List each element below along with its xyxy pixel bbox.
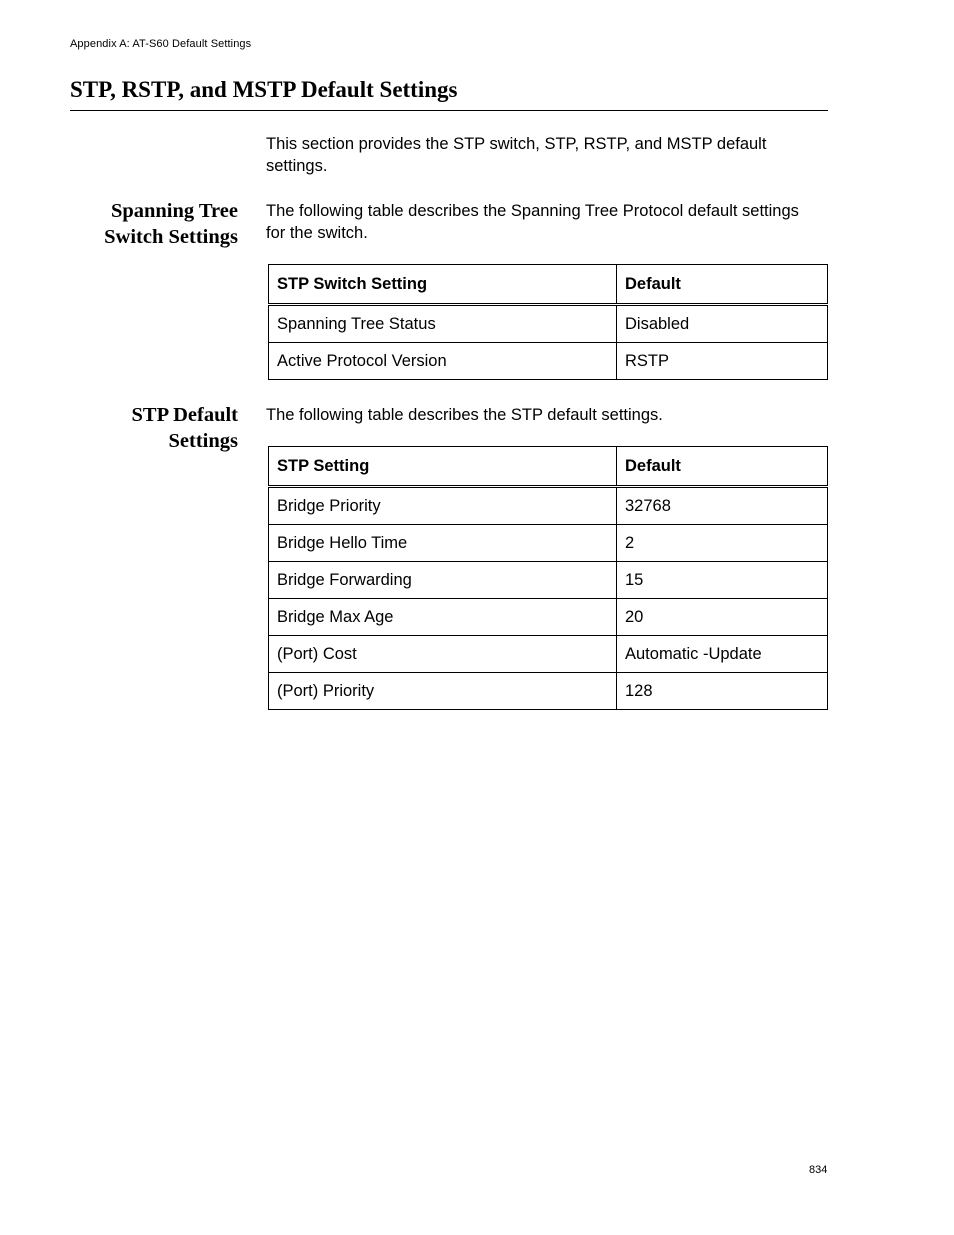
setting-name-cell: (Port) Cost	[269, 636, 617, 673]
setting-name-cell: Bridge Hello Time	[269, 525, 617, 562]
stp-settings-heading-line2: Settings	[168, 430, 238, 452]
table-row	[269, 562, 828, 599]
setting-default-cell: 15	[617, 562, 828, 599]
switch-settings-heading	[104, 198, 238, 250]
table-row	[269, 525, 828, 562]
table-row	[269, 673, 828, 710]
table-row	[269, 305, 828, 343]
stp-settings-heading-line1: STP Default	[131, 404, 238, 426]
column-header: Default	[617, 265, 828, 305]
setting-default-cell: RSTP	[617, 343, 828, 380]
section-intro: This section provides the STP switch, STP, RSTP, and MSTP default settings.	[266, 135, 767, 175]
setting-default-cell: 20	[617, 599, 828, 636]
switch-settings-heading-line2: Switch Settings	[104, 226, 238, 248]
setting-name-cell: Spanning Tree Status	[269, 305, 617, 343]
running-head: Appendix A: AT-S60 Default Settings	[70, 38, 252, 50]
setting-default-cell: 32768	[617, 487, 828, 525]
table-row	[269, 487, 828, 525]
setting-name-cell: Bridge Forwarding	[269, 562, 617, 599]
setting-name-cell: Bridge Priority	[269, 487, 617, 525]
switch-settings-table	[268, 264, 828, 380]
column-header: Default	[617, 447, 828, 487]
table-row	[269, 636, 828, 673]
setting-name-cell: Bridge Max Age	[269, 599, 617, 636]
column-header: STP Setting	[269, 447, 617, 487]
switch-settings-heading-line1: Spanning Tree	[110, 200, 238, 222]
stp-settings-table	[268, 446, 828, 710]
setting-default-cell: 2	[617, 525, 828, 562]
setting-default-cell: Disabled	[617, 305, 828, 343]
setting-name-cell: (Port) Priority	[269, 673, 617, 710]
setting-name-cell: Active Protocol Version	[269, 343, 617, 380]
setting-default-cell: 128	[617, 673, 828, 710]
setting-default-cell: Automatic -Update	[617, 636, 828, 673]
column-header: STP Switch Setting	[269, 265, 617, 305]
stp-settings-heading	[132, 402, 239, 454]
switch-settings-description: The following table describes the Spanning Tree Protocol default settings for the switch.	[266, 202, 799, 242]
table-header-row	[269, 265, 828, 305]
table-header-row	[269, 447, 828, 487]
page-number: 834	[809, 1164, 828, 1176]
stp-settings-description: The following table describes the STP default settings.	[266, 406, 663, 424]
page-title: STP, RSTP, and MSTP Default Settings	[70, 77, 458, 102]
table-row	[269, 599, 828, 636]
title-rule	[70, 110, 828, 111]
table-row	[269, 343, 828, 380]
